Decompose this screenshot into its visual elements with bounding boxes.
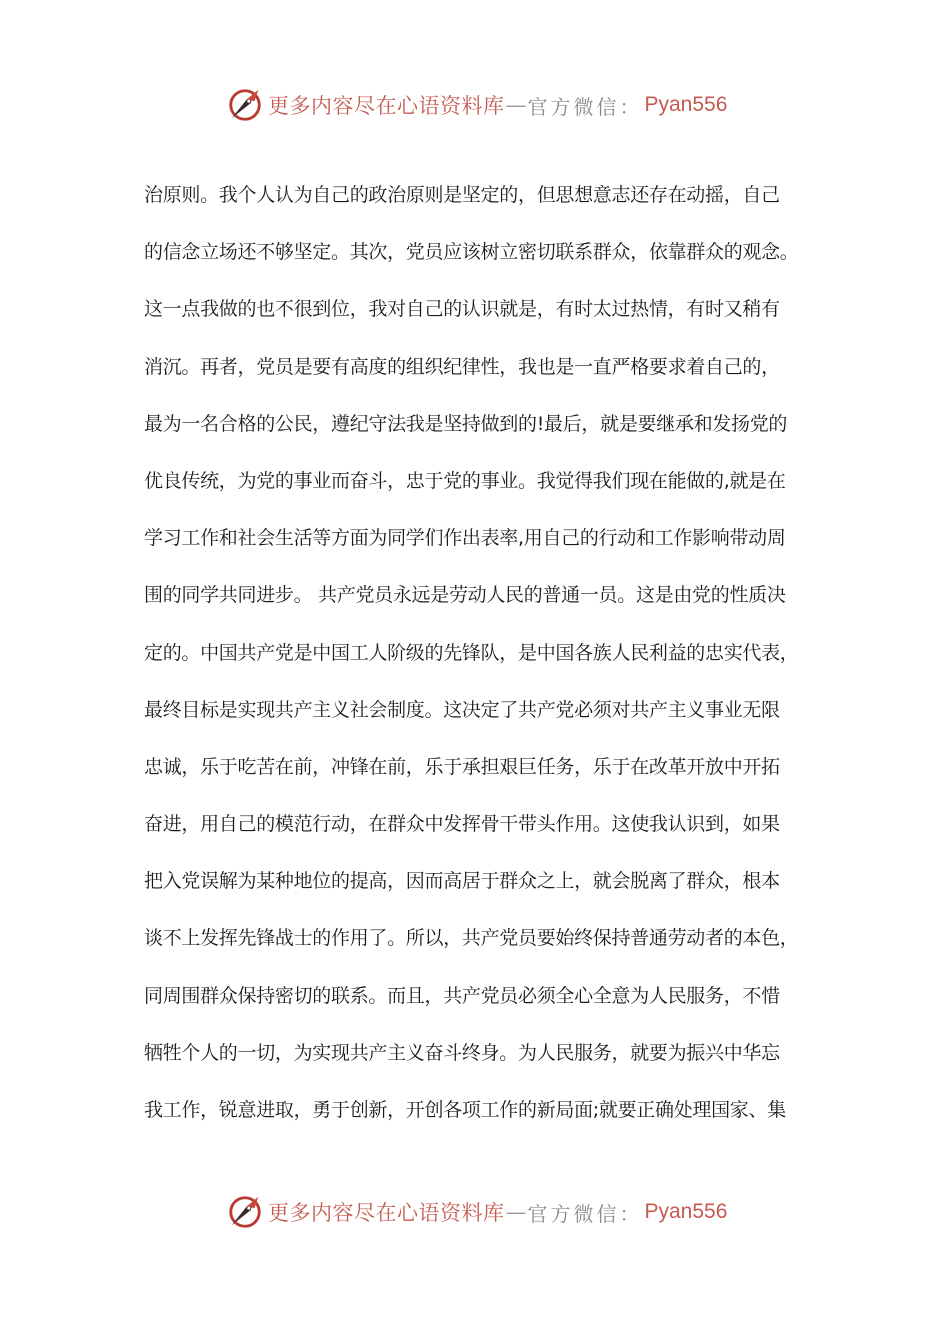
brand-text: 更多内容尽在心语资料库: [268, 94, 505, 118]
text-line: 治原则。我个人认为自己的政治原则是坚定的，但思想意志还存在动摇，自己: [144, 184, 780, 206]
text-line: 围的同学共同进步。 共产党员永远是劳动人民的普通一员。这是由党的性质决: [144, 584, 786, 607]
separator-dash: —: [505, 1200, 527, 1224]
brand-text: 更多内容尽在心语资料库: [268, 1201, 505, 1225]
text-line: 谈不上发挥先锋战士的作用了。所以，共产党员要始终保持普通劳动者的本色，: [144, 927, 799, 950]
pen-nib-logo-icon: [226, 1193, 264, 1231]
text-line: 的信念立场还不够坚定。其次，党员应该树立密切联系群众，依靠群众的观念。: [144, 241, 799, 264]
text-line: 定的。中国共产党是中国工人阶级的先锋队，是中国各族人民利益的忠实代表，: [144, 641, 799, 664]
pen-nib-logo-icon: [226, 86, 264, 124]
text-line: 消沉。再者，党员是要有高度的组织纪律性，我也是一直严格要求着自己的，: [144, 355, 780, 378]
wechat-id: Pyan556: [644, 1200, 728, 1223]
text-line: 这一点我做的也不很到位，我对自己的认识就是，有时太过热情，有时又稍有: [144, 298, 780, 321]
text-line: 学习工作和社会生活等方面为同学们作出表率,用自己的行动和工作影响带动周: [144, 527, 786, 550]
text-line: 奋进，用自己的模范行动，在群众中发挥骨干带头作用。这使我认识到，如果: [144, 813, 780, 836]
footer-banner: [226, 1192, 727, 1232]
text-line: 牺牲个人的一切，为实现共产主义奋斗终身。为人民服务，就要为振兴中华忘: [144, 1041, 780, 1064]
header-banner: [226, 85, 727, 125]
document-body: [144, 178, 809, 1150]
text-line: 最为一名合格的公民，遵纪守法我是坚持做到的!最后，就是要继承和发扬党的: [144, 412, 788, 435]
text-line: 把入党误解为某种地位的提高，因而高居于群众之上，就会脱离了群众，根本: [144, 870, 780, 893]
text-line: 忠诚，乐于吃苦在前，冲锋在前，乐于承担艰巨任务，乐于在改革开放中开拓: [144, 755, 780, 778]
wechat-id: Pyan556: [644, 93, 728, 116]
text-line: 我工作，锐意进取，勇于创新，开创各项工作的新局面;就要正确处理国家、集: [144, 1099, 786, 1121]
wechat-label: 官方微信：: [527, 94, 643, 119]
text-line: 最终目标是实现共产主义社会制度。这决定了共产党必须对共产主义事业无限: [144, 698, 780, 721]
wechat-label: 官方微信：: [527, 1201, 643, 1226]
text-line: 同周围群众保持密切的联系。而且，共产党员必须全心全意为人民服务，不惜: [144, 984, 780, 1007]
text-line: 优良传统，为党的事业而奋斗，忠于党的事业。我觉得我们现在能做的,就是在: [144, 469, 786, 492]
separator-dash: —: [505, 93, 527, 117]
